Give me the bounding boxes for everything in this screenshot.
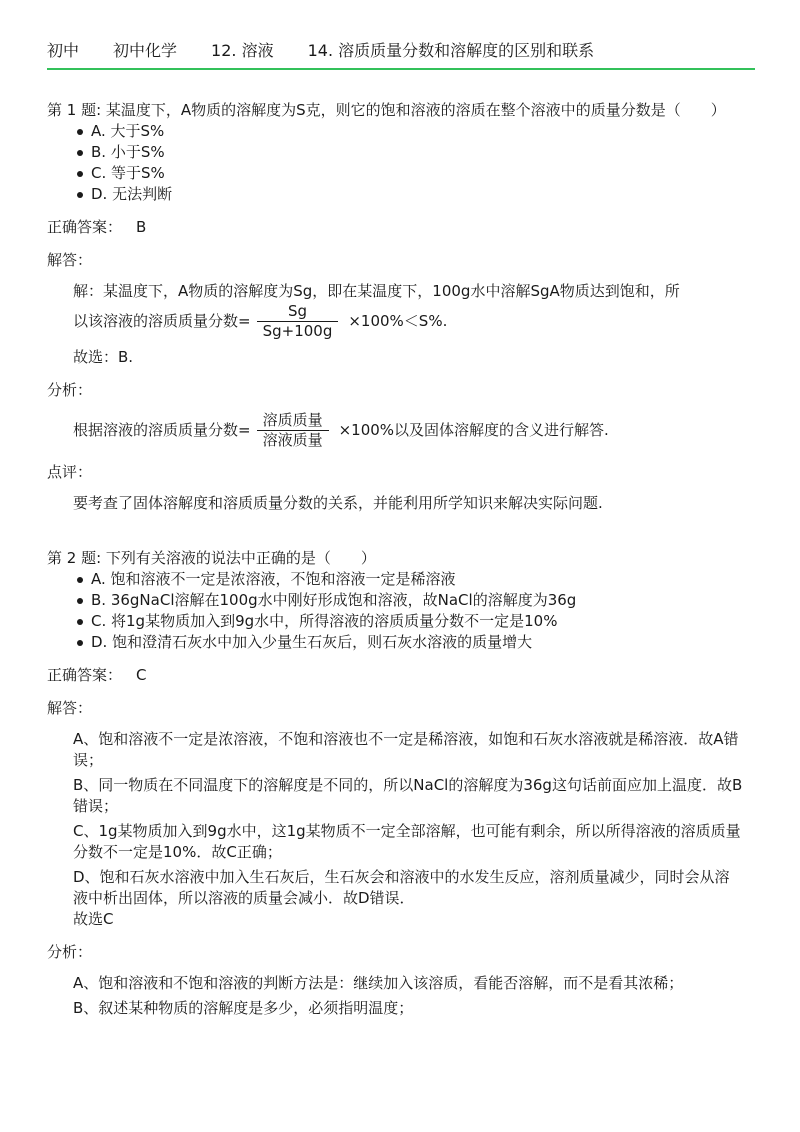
formula-suffix: ×100%以及固体溶解度的含义进行解答. (338, 421, 609, 439)
analysis-paragraph: B、叙述某种物质的溶解度是多少，必须指明温度； (73, 999, 414, 1017)
analysis-label: 分析： (47, 943, 93, 961)
option-b: B. 小于S% (77, 142, 757, 163)
answer-row (47, 217, 757, 238)
question-1-title: 第 1 题: 某温度下，A物质的溶解度为S克，则它的饱和溶液的溶质在整个溶液中的质量分数是（ ） (47, 101, 726, 119)
breadcrumb-item-level[interactable]: 初中 (47, 41, 80, 60)
formula-prefix: 根据溶液的溶质质量分数= (73, 421, 251, 439)
question-2-options (47, 569, 757, 653)
answer-value: C (136, 666, 147, 684)
answer-row (47, 665, 757, 686)
solution-body (47, 281, 757, 368)
analysis-paragraph: A、饱和溶液和不饱和溶液的判断方法是：继续加入该溶质，看能否溶解，而不是看其浓稀； (73, 974, 684, 992)
option-c: C. 将1g某物质加入到9g水中，所得溶液的溶质质量分数不一定是10% (77, 611, 757, 632)
analysis-body (47, 973, 757, 1019)
answer-label: 正确答案： (47, 666, 123, 684)
solution-label: 解答： (47, 699, 93, 717)
solution-paragraph: A、饱和溶液不一定是浓溶液，不饱和溶液也不一定是稀溶液，如饱和石灰水溶液就是稀溶液．故A错误； (73, 730, 739, 769)
main-content (47, 100, 757, 1019)
answer-value: B (136, 218, 147, 236)
fraction-numerator: Sg (287, 302, 307, 320)
option-a: A. 大于S% (77, 121, 757, 142)
solution-body (47, 729, 757, 930)
question-2-title: 第 2 题: 下列有关溶液的说法中正确的是（ ） (47, 549, 376, 567)
solution-label: 解答： (47, 251, 93, 269)
solution-formula-line (73, 302, 743, 341)
solution-paragraph: B、同一物质在不同温度下的溶解度是不同的，所以NaCl的溶解度为36g这句话前面应加上温度．故B错误； (73, 776, 743, 815)
option-c: C. 等于S% (77, 163, 757, 184)
breadcrumb-item-chapter[interactable]: 12. 溶液 (211, 41, 274, 60)
analysis-label: 分析： (47, 381, 93, 399)
option-a: A. 饱和溶液不一定是浓溶液，不饱和溶液一定是稀溶液 (77, 569, 757, 590)
solution-line: 解：某温度下，A物质的溶解度为Sg，即在某温度下，100g水中溶解SgA物质达到饱和，所 (73, 282, 680, 300)
question-2 (47, 548, 757, 1019)
option-d: D. 饱和澄清石灰水中加入少量生石灰后，则石灰水溶液的质量增大 (77, 632, 757, 653)
solution-paragraph: D、饱和石灰水溶液中加入生石灰后，生石灰会和溶液中的水发生反应，溶剂质量减少，同时会从溶液中析出固体，所以溶液的质量会减小．故D错误． (73, 868, 730, 907)
solution-paragraph: C、1g某物质加入到9g水中，这1g某物质不一定全部溶解，也可能有剩余，所以所得溶液的溶质质量分数不一定是10%．故C正确； (73, 822, 741, 861)
breadcrumb-item-topic[interactable]: 14. 溶质质量分数和溶解度的区别和联系 (307, 41, 595, 60)
solution-conclusion: 故选C (73, 910, 114, 928)
option-d: D. 无法判断 (77, 184, 757, 205)
breadcrumb (47, 38, 755, 70)
formula-prefix: 以该溶液的溶质质量分数= (73, 312, 251, 330)
fraction (257, 411, 329, 450)
question-1 (47, 100, 757, 514)
analysis-formula-line (47, 411, 757, 450)
comment-label: 点评： (47, 463, 93, 481)
fraction-numerator: 溶质质量 (262, 411, 323, 429)
option-b: B. 36gNaCl溶解在100g水中刚好形成饱和溶液，故NaCl的溶解度为36g (77, 590, 757, 611)
solution-conclusion: 故选：B. (73, 348, 134, 366)
comment-text: 要考查了固体溶解度和溶质质量分数的关系，并能利用所学知识来解决实际问题. (73, 494, 603, 512)
question-1-options (47, 121, 757, 205)
fraction-denominator: Sg+100g (257, 321, 339, 341)
answer-label: 正确答案： (47, 218, 123, 236)
fraction-denominator: 溶液质量 (257, 430, 329, 450)
fraction (257, 302, 339, 341)
breadcrumb-item-subject[interactable]: 初中化学 (113, 41, 178, 60)
formula-suffix: ×100%＜S%. (348, 312, 448, 330)
